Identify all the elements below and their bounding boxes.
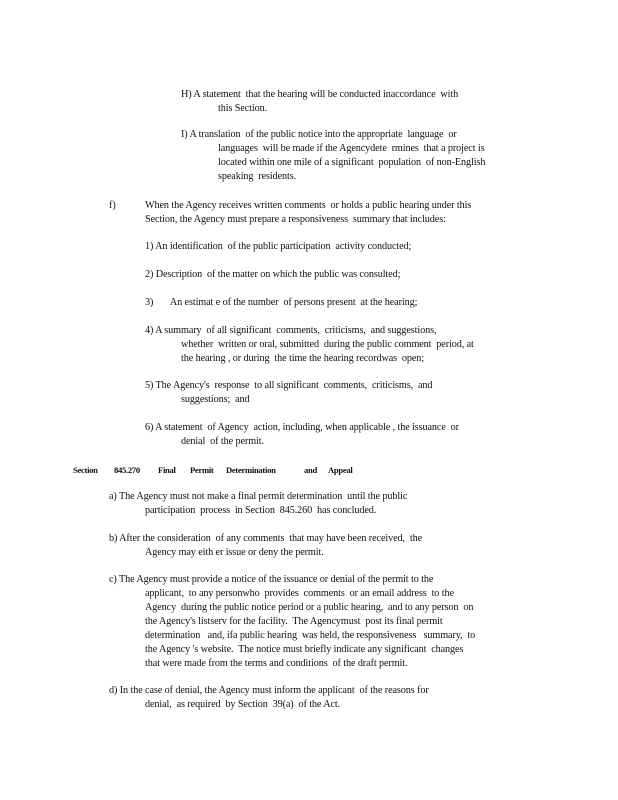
item-c-first-line: c) The Agency must provide a notice of the issuance or denial of the permit to the bbox=[109, 574, 434, 585]
sub-item-6 bbox=[145, 421, 459, 449]
sub-item-3-line: 3) An estimat e of the number of persons present at the hearing; bbox=[145, 297, 418, 308]
item-d-cont-1: denial, as required by Section 39(a) of the Act. bbox=[145, 699, 341, 710]
paragraph-f bbox=[145, 199, 545, 227]
section-title-word-5: Appeal bbox=[328, 465, 353, 475]
paragraph-f-label: f) bbox=[109, 200, 116, 211]
section-title-word-4: and bbox=[304, 465, 317, 475]
sub-item-4-cont-1: whether written or oral, submitted during the public comment period, at bbox=[181, 339, 474, 350]
item-d-first-line: d) In the case of denial, the Agency must inform the applicant of the reasons for bbox=[109, 685, 429, 696]
section-title-word-2: Permit bbox=[190, 465, 214, 475]
paragraph-f-line-2: Section, the Agency must prepare a responsiveness summary that includes: bbox=[145, 214, 446, 225]
item-a-first-line: a) The Agency must not make a final permit determination until the public bbox=[109, 491, 408, 502]
list-item-i-cont-3: speaking residents. bbox=[218, 171, 297, 182]
item-a bbox=[109, 490, 407, 518]
sub-item-3 bbox=[145, 296, 417, 310]
item-c-cont-6: that were made from the terms and conditions of the draft permit. bbox=[145, 658, 408, 669]
paragraph-f-line-1: When the Agency receives written comments or holds a public hearing under this bbox=[145, 200, 472, 211]
list-item-i-first-line: I) A translation of the public notice into the appropriate language or bbox=[181, 129, 457, 140]
section-title-word-3: Determination bbox=[226, 465, 276, 475]
item-c-cont-5: the Agency 's website. The notice must briefly indicate any significant changes bbox=[145, 644, 464, 655]
list-item-i-cont-2: located within one mile of a significant population of non-English bbox=[218, 157, 486, 168]
list-item-h bbox=[181, 88, 541, 116]
section-word: Section bbox=[73, 465, 98, 475]
item-b-cont-1: Agency may eith er issue or deny the permit. bbox=[145, 547, 324, 558]
sub-item-4-cont-2: the hearing , or during the time the hearing recordwas open; bbox=[181, 353, 425, 364]
sub-item-5-cont-1: suggestions; and bbox=[181, 394, 250, 405]
sub-item-6-first-line: 6) A statement of Agency action, including, when applicable , the issuance or bbox=[145, 422, 459, 433]
section-heading bbox=[0, 464, 618, 478]
sub-item-5-first-line: 5) The Agency's response to all significant comments, criticisms, and bbox=[145, 380, 433, 391]
sub-item-2 bbox=[145, 268, 400, 282]
sub-item-6-cont-1: denial of the permit. bbox=[181, 436, 264, 447]
sub-item-5 bbox=[145, 379, 432, 407]
item-c bbox=[109, 573, 475, 671]
item-c-cont-2: Agency during the public notice period or a public hearing, and to any person on bbox=[145, 602, 474, 613]
sub-item-4 bbox=[145, 324, 474, 366]
list-item-h-first-line: H) A statement that the hearing will be conducted inaccordance with bbox=[181, 89, 459, 100]
item-b bbox=[109, 532, 422, 560]
item-b-first-line: b) After the consideration of any comments that may have been received, the bbox=[109, 533, 422, 544]
item-c-cont-1: applicant, to any personwho provides comments or an email address to the bbox=[145, 588, 454, 599]
list-item-h-cont-1: this Section. bbox=[218, 103, 268, 114]
list-item-i bbox=[181, 128, 541, 184]
section-title-word-1: Final bbox=[158, 465, 176, 475]
list-item-i-cont-1: languages will be made if the Agencydete rmines that a project is bbox=[218, 143, 485, 154]
item-c-cont-4: determination and, ifa public hearing was held, the responsiveness summary, to bbox=[145, 630, 476, 641]
sub-item-4-first-line: 4) A summary of all significant comments, criticisms, and suggestions, bbox=[145, 325, 437, 336]
sub-item-1 bbox=[145, 240, 411, 254]
sub-item-1-line: 1) An identification of the public participation activity conducted; bbox=[145, 241, 412, 252]
section-number: 845.270 bbox=[114, 465, 140, 475]
item-c-cont-3: the Agency's listserv for the facility. The Agencymust post its final permit bbox=[145, 616, 443, 627]
sub-item-2-line: 2) Description of the matter on which the public was consulted; bbox=[145, 269, 401, 280]
item-a-cont-1: participation process in Section 845.260 has concluded. bbox=[145, 505, 377, 516]
item-d bbox=[109, 684, 429, 712]
